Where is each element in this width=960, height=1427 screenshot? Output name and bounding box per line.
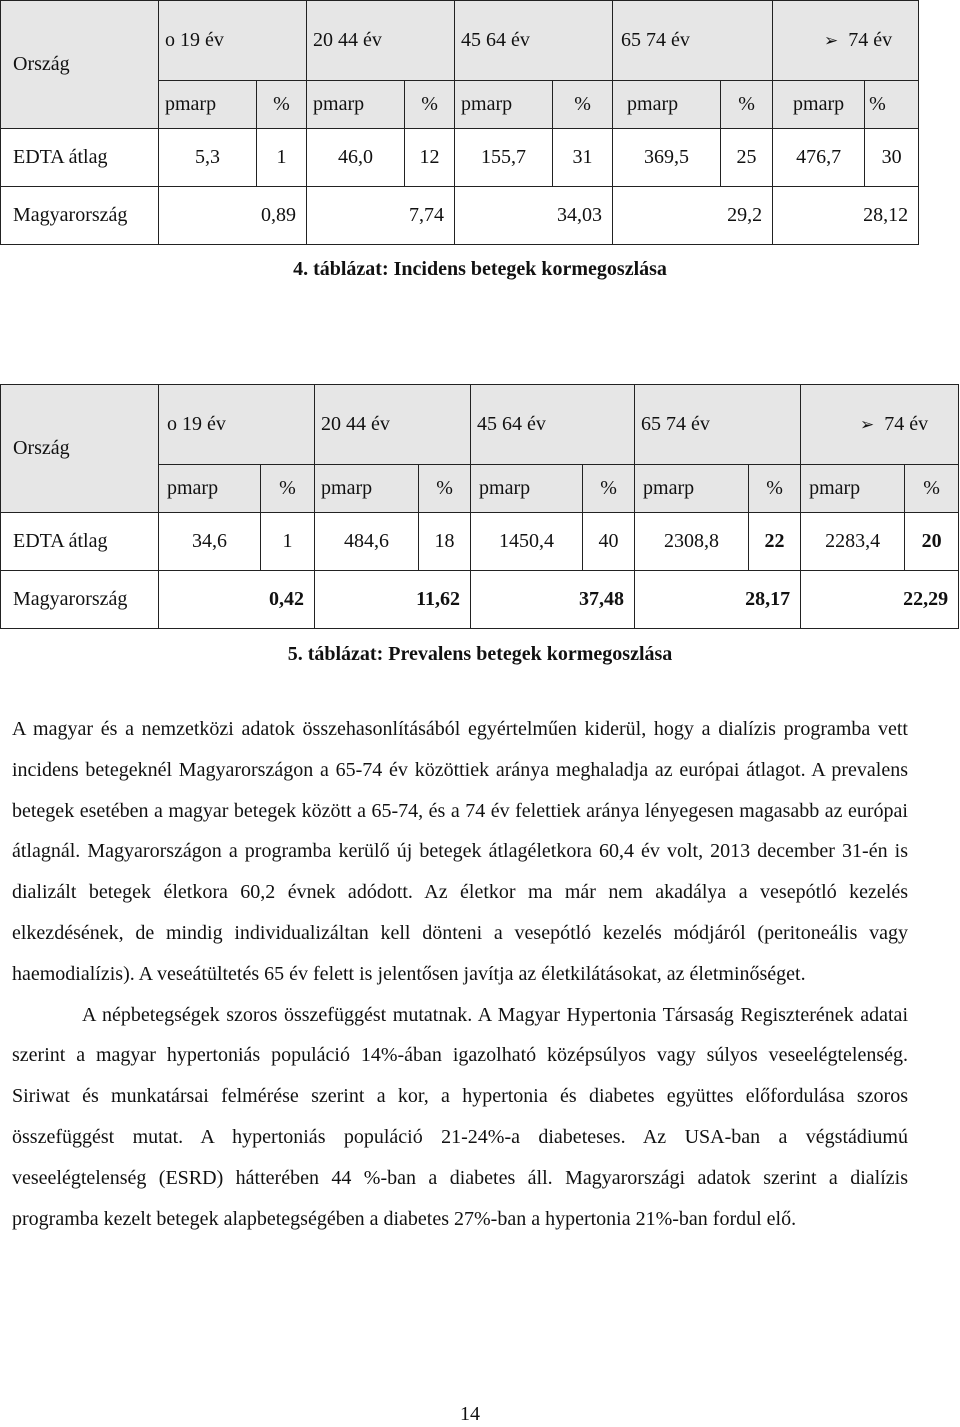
value-cell: 2283,4 <box>801 513 905 571</box>
value-cell: 11,62 <box>315 571 471 629</box>
table-row <box>1 571 959 629</box>
table-row <box>1 129 919 187</box>
age-group-header: 65 74 év <box>613 1 773 81</box>
value-cell: 18 <box>419 513 471 571</box>
value-cell: 7,74 <box>307 187 455 245</box>
value-cell: 0,42 <box>159 571 315 629</box>
value-cell: 34,03 <box>455 187 613 245</box>
value-cell: 5,3 <box>159 129 257 187</box>
sub-header: % <box>553 81 613 129</box>
sub-header: pmarp <box>773 81 865 129</box>
value-cell: 30 <box>865 129 919 187</box>
age-group-header: ➢ 74 év <box>773 1 919 81</box>
value-cell: 0,89 <box>159 187 307 245</box>
paragraph: A magyar és a nemzetközi adatok összehasonlításából egyértelműen kiderül, hogy a dialízis programba vett incidens betegeknél Magyarországon a 65-74 év közöttiek aránya meghaladja az európai átlagot. A prevalens betegek esetében a magyar betegek között a 65-74, és a 74 év felettiek aránya lényegesen magasabb az európai átlagnál. Magyarországon a programba kerülő új betegek átlagéletkora 60,4 év volt, 2013 december 31-én is dializált betegek életkora 60,2 évnek adódott. Az életkor ma már nem akadálya a vesepótló kezelés elkezdésének, de mindig individualizáltan kell dönteni a vesepótló kezelés módjáról (peritoneális vagy haemodialízis). A veseátültetés 65 év felett is jelentősen javítja az életkilátásokat, az életminőséget. <box>12 718 908 985</box>
value-cell: 1450,4 <box>471 513 583 571</box>
sub-header: pmarp <box>635 465 749 513</box>
value-cell: 2308,8 <box>635 513 749 571</box>
country-cell: EDTA átlag <box>1 513 159 571</box>
value-cell: 22 <box>749 513 801 571</box>
age-group-header: 45 64 év <box>471 385 635 465</box>
value-cell: 22,29 <box>801 571 959 629</box>
age-group-header: 20 44 év <box>315 385 471 465</box>
body-text <box>12 709 908 1239</box>
sub-header: pmarp <box>307 81 405 129</box>
value-cell: 28,12 <box>773 187 919 245</box>
age-group-header: o 19 év <box>159 385 315 465</box>
age-group-header: o 19 év <box>159 1 307 81</box>
sub-header: % <box>261 465 315 513</box>
value-cell: 1 <box>257 129 307 187</box>
value-cell: 369,5 <box>613 129 721 187</box>
sub-header: % <box>905 465 959 513</box>
table-row <box>1 513 959 571</box>
country-cell: EDTA átlag <box>1 129 159 187</box>
value-cell: 40 <box>583 513 635 571</box>
page-number: 14 <box>460 1403 480 1425</box>
value-cell: 34,6 <box>159 513 261 571</box>
value-cell: 476,7 <box>773 129 865 187</box>
age-group-header: 65 74 év <box>635 385 801 465</box>
value-cell: 29,2 <box>613 187 773 245</box>
sub-header: pmarp <box>159 81 257 129</box>
sub-header: pmarp <box>613 81 721 129</box>
sub-header: pmarp <box>801 465 905 513</box>
value-cell: 25 <box>721 129 773 187</box>
table-prevalent-age-distribution <box>0 384 959 629</box>
value-cell: 20 <box>905 513 959 571</box>
value-cell: 1 <box>261 513 315 571</box>
sub-header: % <box>405 81 455 129</box>
age-group-header: 20 44 év <box>307 1 455 81</box>
sub-header: % <box>419 465 471 513</box>
country-header: Ország <box>1 1 159 129</box>
paragraph: A népbetegségek szoros összefüggést mutatnak. A Magyar Hypertonia Társaság Regiszterének adatai szerint a magyar hypertoniás populáció 14%-ában igazolható középsúlyos vagy súlyos veseelégtelenség. Siriwat és munkatársai felmérése szerint a kor, a hypertonia és diabetes együttes előfordulása szoros összefüggést mutat. A hypertoniás populáció 21-24%-a diabeteses. Az USA-ban a végstádiumú veseelégtelenség (ESRD) hátterében 44 %-ban a diabetes áll. Magyarországi adatok szerint a dialízis programba kezelt betegek alapbetegségében a diabetes 27%-ban a hypertonia 21%-ban fordul elő. <box>12 1003 908 1230</box>
sub-header: pmarp <box>455 81 553 129</box>
sub-header: % <box>865 81 919 129</box>
country-cell: Magyarország <box>1 187 159 245</box>
sub-header: % <box>749 465 801 513</box>
sub-header: % <box>257 81 307 129</box>
sub-header: pmarp <box>315 465 419 513</box>
table-5-caption: 5. táblázat: Prevalens betegek kormegoszlása <box>287 643 673 665</box>
sub-header: pmarp <box>159 465 261 513</box>
sub-header: % <box>583 465 635 513</box>
value-cell: 484,6 <box>315 513 419 571</box>
value-cell: 46,0 <box>307 129 405 187</box>
table-row <box>1 187 919 245</box>
sub-header: % <box>721 81 773 129</box>
table-4-caption: 4. táblázat: Incidens betegek kormegoszlása <box>293 258 667 280</box>
age-group-header: 45 64 év <box>455 1 613 81</box>
value-cell: 155,7 <box>455 129 553 187</box>
value-cell: 37,48 <box>471 571 635 629</box>
value-cell: 31 <box>553 129 613 187</box>
value-cell: 12 <box>405 129 455 187</box>
value-cell: 28,17 <box>635 571 801 629</box>
table-incident-age-distribution <box>0 0 919 245</box>
country-cell: Magyarország <box>1 571 159 629</box>
arrow-right-icon: ➢ <box>823 31 839 50</box>
age-group-header: ➢ 74 év <box>801 385 959 465</box>
arrow-right-icon: ➢ <box>859 415 875 434</box>
country-header: Ország <box>1 385 159 513</box>
sub-header: pmarp <box>471 465 583 513</box>
